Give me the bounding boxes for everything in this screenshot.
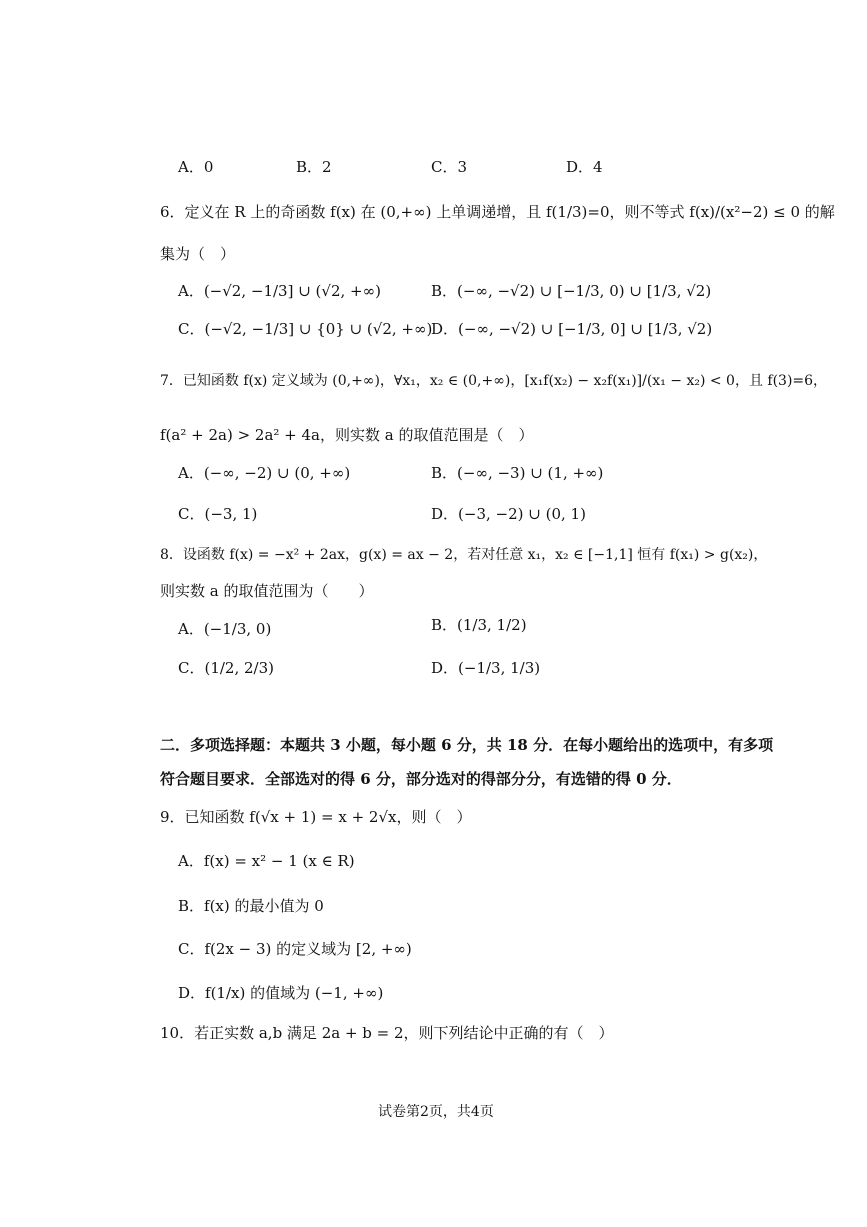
q6-option-d: D．(−∞, −√2) ∪ [−1/3, 0] ∪ [1/3, √2) (431, 320, 713, 338)
q6-stem-cont: 集为（ ） (160, 245, 236, 263)
q9-option-b: B．f(x) 的最小值为 0 (178, 897, 324, 915)
section-2-line-2: 符合题目要求．全部选对的得 6 分，部分选对的得部分分，有选错的得 0 分． (160, 770, 682, 788)
q10-stem: 10．若正实数 a,b 满足 2a + b = 2，则下列结论中正确的有（ ） (160, 1024, 614, 1042)
q5-option-b: B．2 (296, 158, 332, 176)
q6-option-c: C．(−√2, −1/3] ∪ {0} ∪ (√2, +∞) (178, 320, 433, 338)
q6-stem: 6．定义在 R 上的奇函数 f(x) 在 (0,+∞) 上单调递增，且 f(1/3)=0，则不等式 f(x)/(x²−2) ≤ 0 的解 (160, 203, 835, 221)
q9-stem: 9．已知函数 f(√x + 1) = x + 2√x，则（ ） (160, 808, 472, 826)
q7-option-b: B．(−∞, −3) ∪ (1, +∞) (431, 464, 604, 482)
q7-option-a: A．(−∞, −2) ∪ (0, +∞) (178, 464, 351, 482)
q8-stem-cont: 则实数 a 的取值范围为（ ） (160, 582, 374, 600)
q9-option-c: C．f(2x − 3) 的定义域为 [2, +∞) (178, 940, 412, 958)
q5-option-c: C．3 (431, 158, 468, 176)
q8-option-d: D．(−1/3, 1/3) (431, 659, 541, 677)
q5-option-a: A．0 (178, 158, 214, 176)
q6-option-b: B．(−∞, −√2) ∪ [−1/3, 0) ∪ [1/3, √2) (431, 282, 712, 300)
q8-option-c: C．(1/2, 2/3) (178, 659, 274, 677)
q8-option-a: A．(−1/3, 0) (178, 620, 272, 638)
q8-stem: 8．设函数 f(x) = −x² + 2ax，g(x) = ax − 2，若对任意 x₁，x₂ ∈ [−1,1] 恒有 f(x₁) > g(x₂)， (160, 547, 768, 563)
q9-option-a: A．f(x) = x² − 1 (x ∈ R) (178, 852, 355, 870)
section-2-line-1: 二．多项选择题：本题共 3 小题，每小题 6 分，共 18 分．在每小题给出的选项中，有多项 (160, 736, 774, 754)
q6-option-a: A．(−√2, −1/3] ∪ (√2, +∞) (178, 282, 381, 300)
q7-stem: 7．已知函数 f(x) 定义域为 (0,+∞)，∀x₁，x₂ ∈ (0,+∞)，[x₁f(x₂) − x₂f(x₁)]/(x₁ − x₂) < 0，且 f(3)=6， (160, 373, 828, 389)
q8-option-b: B．(1/3, 1/2) (431, 616, 527, 634)
page-footer: 试卷第2页，共4页 (378, 1104, 494, 1120)
q9-option-d: D．f(1/x) 的值域为 (−1, +∞) (178, 984, 384, 1002)
q5-option-d: D．4 (566, 158, 603, 176)
q7-option-d: D．(−3, −2) ∪ (0, 1) (431, 505, 586, 523)
q7-option-c: C．(−3, 1) (178, 505, 258, 523)
q7-stem-cont: f(a² + 2a) > 2a² + 4a，则实数 a 的取值范围是（ ） (160, 426, 534, 444)
